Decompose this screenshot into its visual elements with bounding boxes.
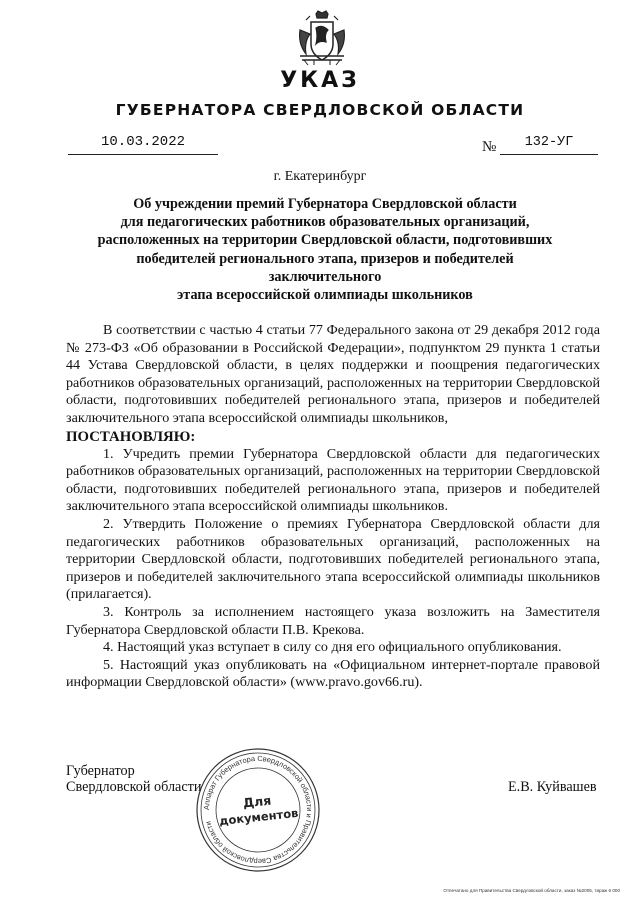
city: г. Екатеринбург [273,169,367,184]
document-number: 132-УГ [524,135,574,150]
issuer-title: ГУБЕРНАТОРА СВЕРДЛОВСКОЙ ОБЛАСТИ [115,101,525,119]
date-underline [68,154,218,155]
title-line: для педагогических работников образовательных организаций, [120,214,530,231]
signatory-name: Е.В. Куйвашев [508,779,597,795]
print-note: Отпечатано для Правительства Свердловской области, заказ №2005, тираж 6 000 [443,888,620,893]
document-date: 10.03.2022 [100,134,185,150]
preamble: В соответствии с частью 4 статьи 77 Федерального закона от 29 декабря 2012 года № 273-ФЗ «Об образовании в Российской Федерации», подпунктом 29 пункта 1 статьи 44 Устава Свердловской области, в целях поддержки и поощрения педагогических работников образовательных организаций, расположенных на территории Свердловской области, подготовивших победителей регионального этапа, призеров и победителей заключительного этапа всероссийской олимпиады школьников, [66,322,600,426]
decree-item: 3. Контроль за исполнением настоящего указа возложить на Заместителя Губернатора Свердловской области П.В. Крекова. [66,603,600,638]
number-sign: № [482,139,497,155]
decree-item: 5. Настоящий указ опубликовать на «Официальном интернет-портале правовой информации Свердловской области» (www.pravo.gov66.ru). [66,656,600,691]
stamp-center-line2: документов [218,805,299,829]
number-underline [500,154,598,155]
document-type: УКАЗ [280,68,360,93]
decree-word: ПОСТАНОВЛЯЮ: [66,428,196,445]
title-line: этапа всероссийской олимпиады школьников [177,287,473,304]
decree-item: 1. Учредить премии Губернатора Свердловской области для педагогических работников образовательных организаций, расположенных на территории Свердловской области, подготовивших победителей регионального этапа, призеров и победителей заключительного этапа всероссийской олимпиады школьников. [66,445,600,515]
signatory-position-line2: Свердловской области [66,779,202,795]
title-line: Об учреждении премий Губернатора Свердловской области [133,196,517,212]
stamp-center-line1: Для [242,792,272,811]
document-body [66,322,600,692]
official-stamp [194,746,322,874]
decree-item: 2. Утвердить Положение о премиях Губернатора Свердловской области для педагогических работников образовательных организаций, расположенных на территории Свердловской области, подготовивших победителей регионального этапа, призеров и победителей заключительного этапа всероссийской олимпиады школьников (прилагается). [66,515,600,603]
title-line: расположенных на территории Свердловской области, подготовивших [97,232,553,249]
stamp-ring-textpath: Аппарат Губернатора Свердловской области и Правительства Свердловской области [201,753,315,867]
coat-of-arms-icon [296,10,348,66]
title-line: победителей регионального этапа, призеров и победителей заключительного [136,250,514,285]
signatory-position-line1: Губернатор [66,763,135,779]
document-title [80,195,570,304]
decree-item: 4. Настоящий указ вступает в силу со дня его официального опубликования. [103,639,562,656]
